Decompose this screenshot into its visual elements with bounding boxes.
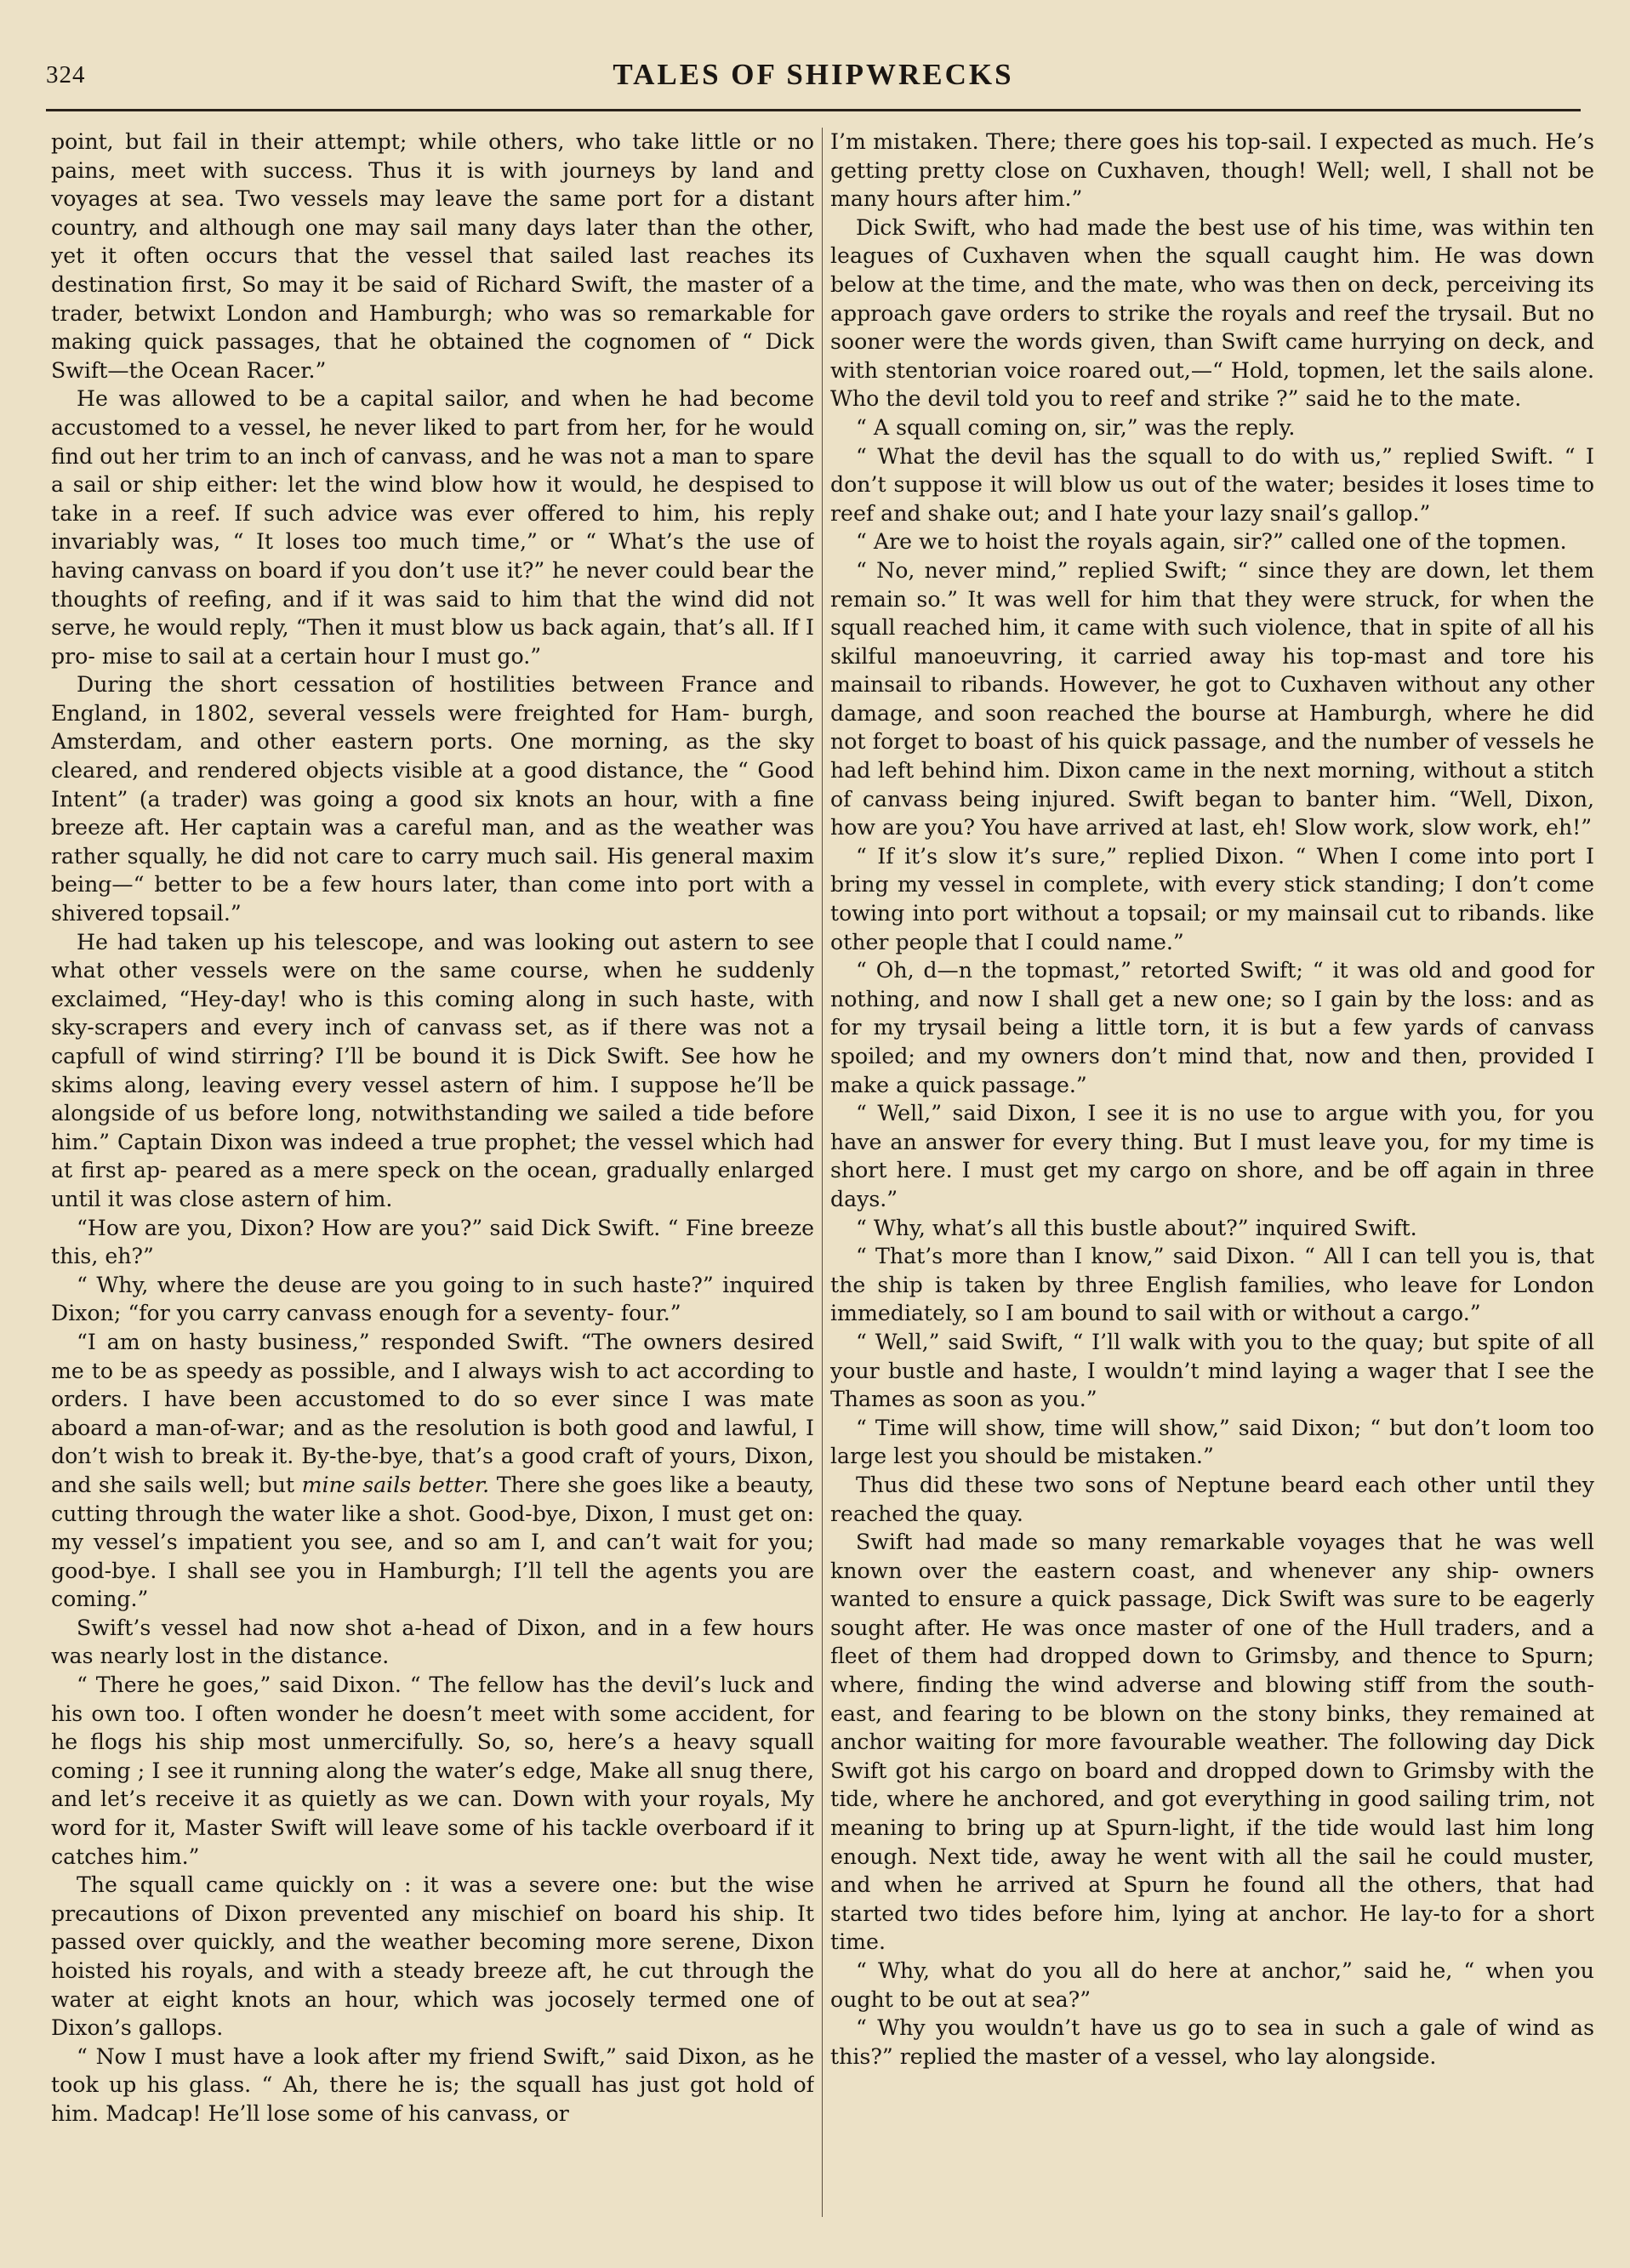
paragraph: “ There he goes,” said Dixon. “ The fellow has the devil’s luck and his own too. I often wonder he doesn’t meet with some accident, for he flogs his ship most unmercifully. So, so, here’s a heavy squall coming ; I see it running along the water’s edge, Make all snug there, and let’s receive it as quietly as we can. Down with your royals, My word for it, Master Swift will leave some of his tackle overboard if it catches him.” xyxy=(51,1673,814,1869)
paragraph: “How are you, Dixon? How are you?” said Dick Swift. “ Fine breeze this, eh?” xyxy=(51,1215,814,1269)
paragraph: “ Oh, d—n the topmast,” retorted Swift; “ it was old and good for nothing, and now I shall get a new one; so I gain by the loss: and as for my trysail being a little torn, it is but a few yards of canvass spoiled; and my owners don’t mind that, now and then, provided I make a quick passage.” xyxy=(830,958,1594,1097)
paragraph: “ If it’s slow it’s sure,” replied Dixon. “ When I come into port I bring my vessel in complete, with every stick standing; I don’t come towing into port without a topsail; or my mainsail cut to ribands. like other people that I could name.” xyxy=(830,843,1594,954)
paragraph: “ Why you wouldn’t have us go to sea in such a gale of wind as this?” replied the master of a vessel, who lay alongside. xyxy=(830,2015,1594,2069)
running-title: TALES OF SHIPWRECKS xyxy=(613,58,1014,91)
paragraph: “ Why, where the deuse are you going to in such haste?” inquired Dixon; “for you carry canvass enough for a seventy- four.” xyxy=(51,1272,814,1326)
paragraph: “ What the devil has the squall to do with us,” replied Swift. “ I don’t suppose it will blow us out of the water; besides it loses time to reef and shake out; and I hate your lazy snail’s gallop.” xyxy=(830,443,1594,526)
column-divider xyxy=(822,128,823,2217)
paragraph: “ That’s more than I know,” said Dixon. “ All I can tell you is, that the ship is taken by three English families, who leave for London immediately, so I am bound to sail with or without a cargo.” xyxy=(830,1244,1594,1326)
paragraph xyxy=(51,1328,814,1614)
paragraph: “ Why, what’s all this bustle about?” inquired Swift. xyxy=(856,1215,1417,1240)
page-header xyxy=(46,51,1581,102)
left-column xyxy=(51,128,814,2220)
paragraph: “ Well,” said Swift, “ I’ll walk with you to the quay; but spite of all your bustle and haste, I wouldn’t mind laying a wager that I see the Thames as soon as you.” xyxy=(830,1329,1594,1412)
paragraph: Dick Swift, who had made the best use of his time, was within ten leagues of Cuxhaven when the squall caught him. He was down below at the time, and the mate, who was then on deck, perceiving its approach gave orders to strike the royals and reef the trysail. But no sooner were the words given, than Swift came hurrying on deck, and with stentorian voice roared out,—“ Hold, topmen, let the sails alone. Who the devil told you to reef and strike ?” said he to the mate. xyxy=(830,214,1594,412)
text-run: There she goes like a beauty, cutting through the water like a shot. Good-bye, Dixon, I must get on: my vessel’s impatient you see, and so am I, and can’t wait for you; good-bye. I shall see you in Hamburgh; I’ll tell the agents you are coming.” xyxy=(51,1472,814,1612)
paragraph: “ Why, what do you all do here at anchor,” said he, “ when you ought to be out at sea?” xyxy=(830,1958,1594,2012)
paragraph: I’m mistaken. There; there goes his top-sail. I expected as much. He’s getting pretty close on Cuxhaven, though! Well; well, I shall not be many hours after him.” xyxy=(830,129,1594,212)
paragraph: He had taken up his telescope, and was looking out astern to see what other vessels were on the same course, when he suddenly exclaimed, “Hey-day! who is this coming along in such haste, with sky-scrapers and every inch of canvass set, as if there was not a capfull of wind stirring? I’ll be bound it is Dick Swift. See how he skims along, leaving every vessel astern of him. I suppose he’ll be alongside of us before long, notwithstanding we sailed a tide before him.” Captain Dixon was indeed a true prophet; the vessel which had at first ap- peared as a mere speck on the ocean, gradually enlarged until it was close astern of him. xyxy=(51,929,814,1211)
paragraph: “ Are we to hoist the royals again, sir?” called one of the topmen. xyxy=(856,529,1567,555)
page-number: 324 xyxy=(46,61,86,88)
paragraph: “ Well,” said Dixon, I see it is no use to argue with you, for you have an answer for every thing. But I must leave you, for my time is short here. I must get my cargo on shore, and be off again in three days.” xyxy=(830,1101,1594,1211)
paragraph: “ No, never mind,” replied Swift; “ since they are down, let them remain so.” It was well for him that they were struck, for when the squall reached him, it came with such violence, that in spite of all his skilful manoeuvring, it carried away his top-mast and tore his mainsail to ribands. However, he got to Cuxhaven without any other damage, and soon reached the bourse at Hamburgh, where he did not forget to boast of his quick passage, and the number of vessels he had left behind him. Dixon came in the next morning, without a stitch of canvass being injured. Swift began to banter him. “Well, Dixon, how are you? You have arrived at last, eh! Slow work, slow work, eh!” xyxy=(830,557,1594,841)
header-rule xyxy=(46,109,1581,111)
text-run: “I am on hasty business,” responded Swift. “The owners desired me to be as speedy as possible, and I always wish to act according to orders. I have been accustomed to do so ever since I was mate aboard a man-of-war; and as the resolution is both good and lawful, I don’t wish to break it. By-the-bye, that’s a good craft of yours, Dixon, and she sails well; but xyxy=(51,1329,814,1497)
paragraph: “ Time will show, time will show,” said Dixon; “ but don’t loom too large lest you should be mistaken.” xyxy=(830,1415,1594,1469)
paragraph: During the short cessation of hostilities between France and England, in 1802, several vessels were freighted for Ham- burgh, Amsterdam, and other eastern ports. One morning, as the sky cleared, and rendered objects visible at a good distance, the “ Good Intent” (a trader) was going a good six knots an hour, with a fine breeze aft. Her captain was a careful man, and as the weather was rather squally, he did not care to carry much sail. His general maxim being—“ better to be a few hours later, than come into port with a shivered topsail.” xyxy=(51,672,814,926)
paragraph: Swift had made so many remarkable voyages that he was well known over the eastern coast, and whenever any ship- owners wanted to ensure a quick passage, Dick Swift was sure to be eagerly sought after. He was once master of one of the Hull traders, and a fleet of them had dropped down to Grimsby, and thence to Spurn; where, finding the wind adverse and blowing stiff from the south-east, and fearing to be blown on the stony binks, they remained at anchor waiting for more favourable weather. The following day Dick Swift got his cargo on board and dropped down to Grimsby with the tide, where he anchored, and got everything in good sailing trim, not meaning to bring up at Spurn-light, if the tide would last him long enough. Next tide, away he went with all the sail he could muster, and when he arrived at Spurn he found all the others, that had started two tides before him, lying at anchor. He lay-to for a short time. xyxy=(830,1530,1594,1955)
italic-text: mine sails better. xyxy=(301,1472,490,1497)
right-column xyxy=(830,128,1594,2220)
paragraph: “ Now I must have a look after my friend Swift,” said Dixon, as he took up his glass. “ Ah, there he is; the squall has just got hold of him. Madcap! He’ll lose some of his canvass, or xyxy=(51,2043,814,2126)
paragraph: point, but fail in their attempt; while others, who take little or no pains, meet with success. Thus it is with journeys by land and voyages at sea. Two vessels may leave the same port for a distant country, and although one may sail many days later than the other, yet it often occurs that the vessel that sailed last reaches its destination first, So may it be said of Richard Swift, the master of a trader, betwixt London and Hamburgh; who was so remarkable for making quick passages, that he obtained the cognomen of “ Dick Swift—the Ocean Racer.” xyxy=(51,129,814,383)
paragraph: “ A squall coming on, sir,” was the reply. xyxy=(856,414,1296,440)
paragraph: Thus did these two sons of Neptune beard each other until they reached the quay. xyxy=(830,1472,1594,1526)
paragraph: The squall came quickly on : it was a severe one: but the wise precautions of Dixon prevented any mischief on board his ship. It passed over quickly, and the weather becoming more serene, Dixon hoisted his royals, and with a steady breeze aft, he cut through the water at eight knots an hour, which was jocosely termed one of Dixon’s gallops. xyxy=(51,1872,814,2041)
paragraph: Swift’s vessel had now shot a-head of Dixon, and in a few hours was nearly lost in the distance. xyxy=(51,1615,814,1669)
paragraph: He was allowed to be a capital sailor, and when he had become accustomed to a vessel, he never liked to part from her, for he would find out her trim to an inch of canvass, and he was not a man to spare a sail or ship either: let the wind blow how it would, he despised to take in a reef. If such advice was ever offered to him, his reply invariably was, “ It loses too much time,” or “ What’s the use of having canvass on board if you don’t use it?” he never could bear the thoughts of reefing, and if it was said to him that the wind did not serve, he would reply, “Then it must blow us back again, that’s all. If I pro- mise to sail at a certain hour I must go.” xyxy=(51,386,814,669)
